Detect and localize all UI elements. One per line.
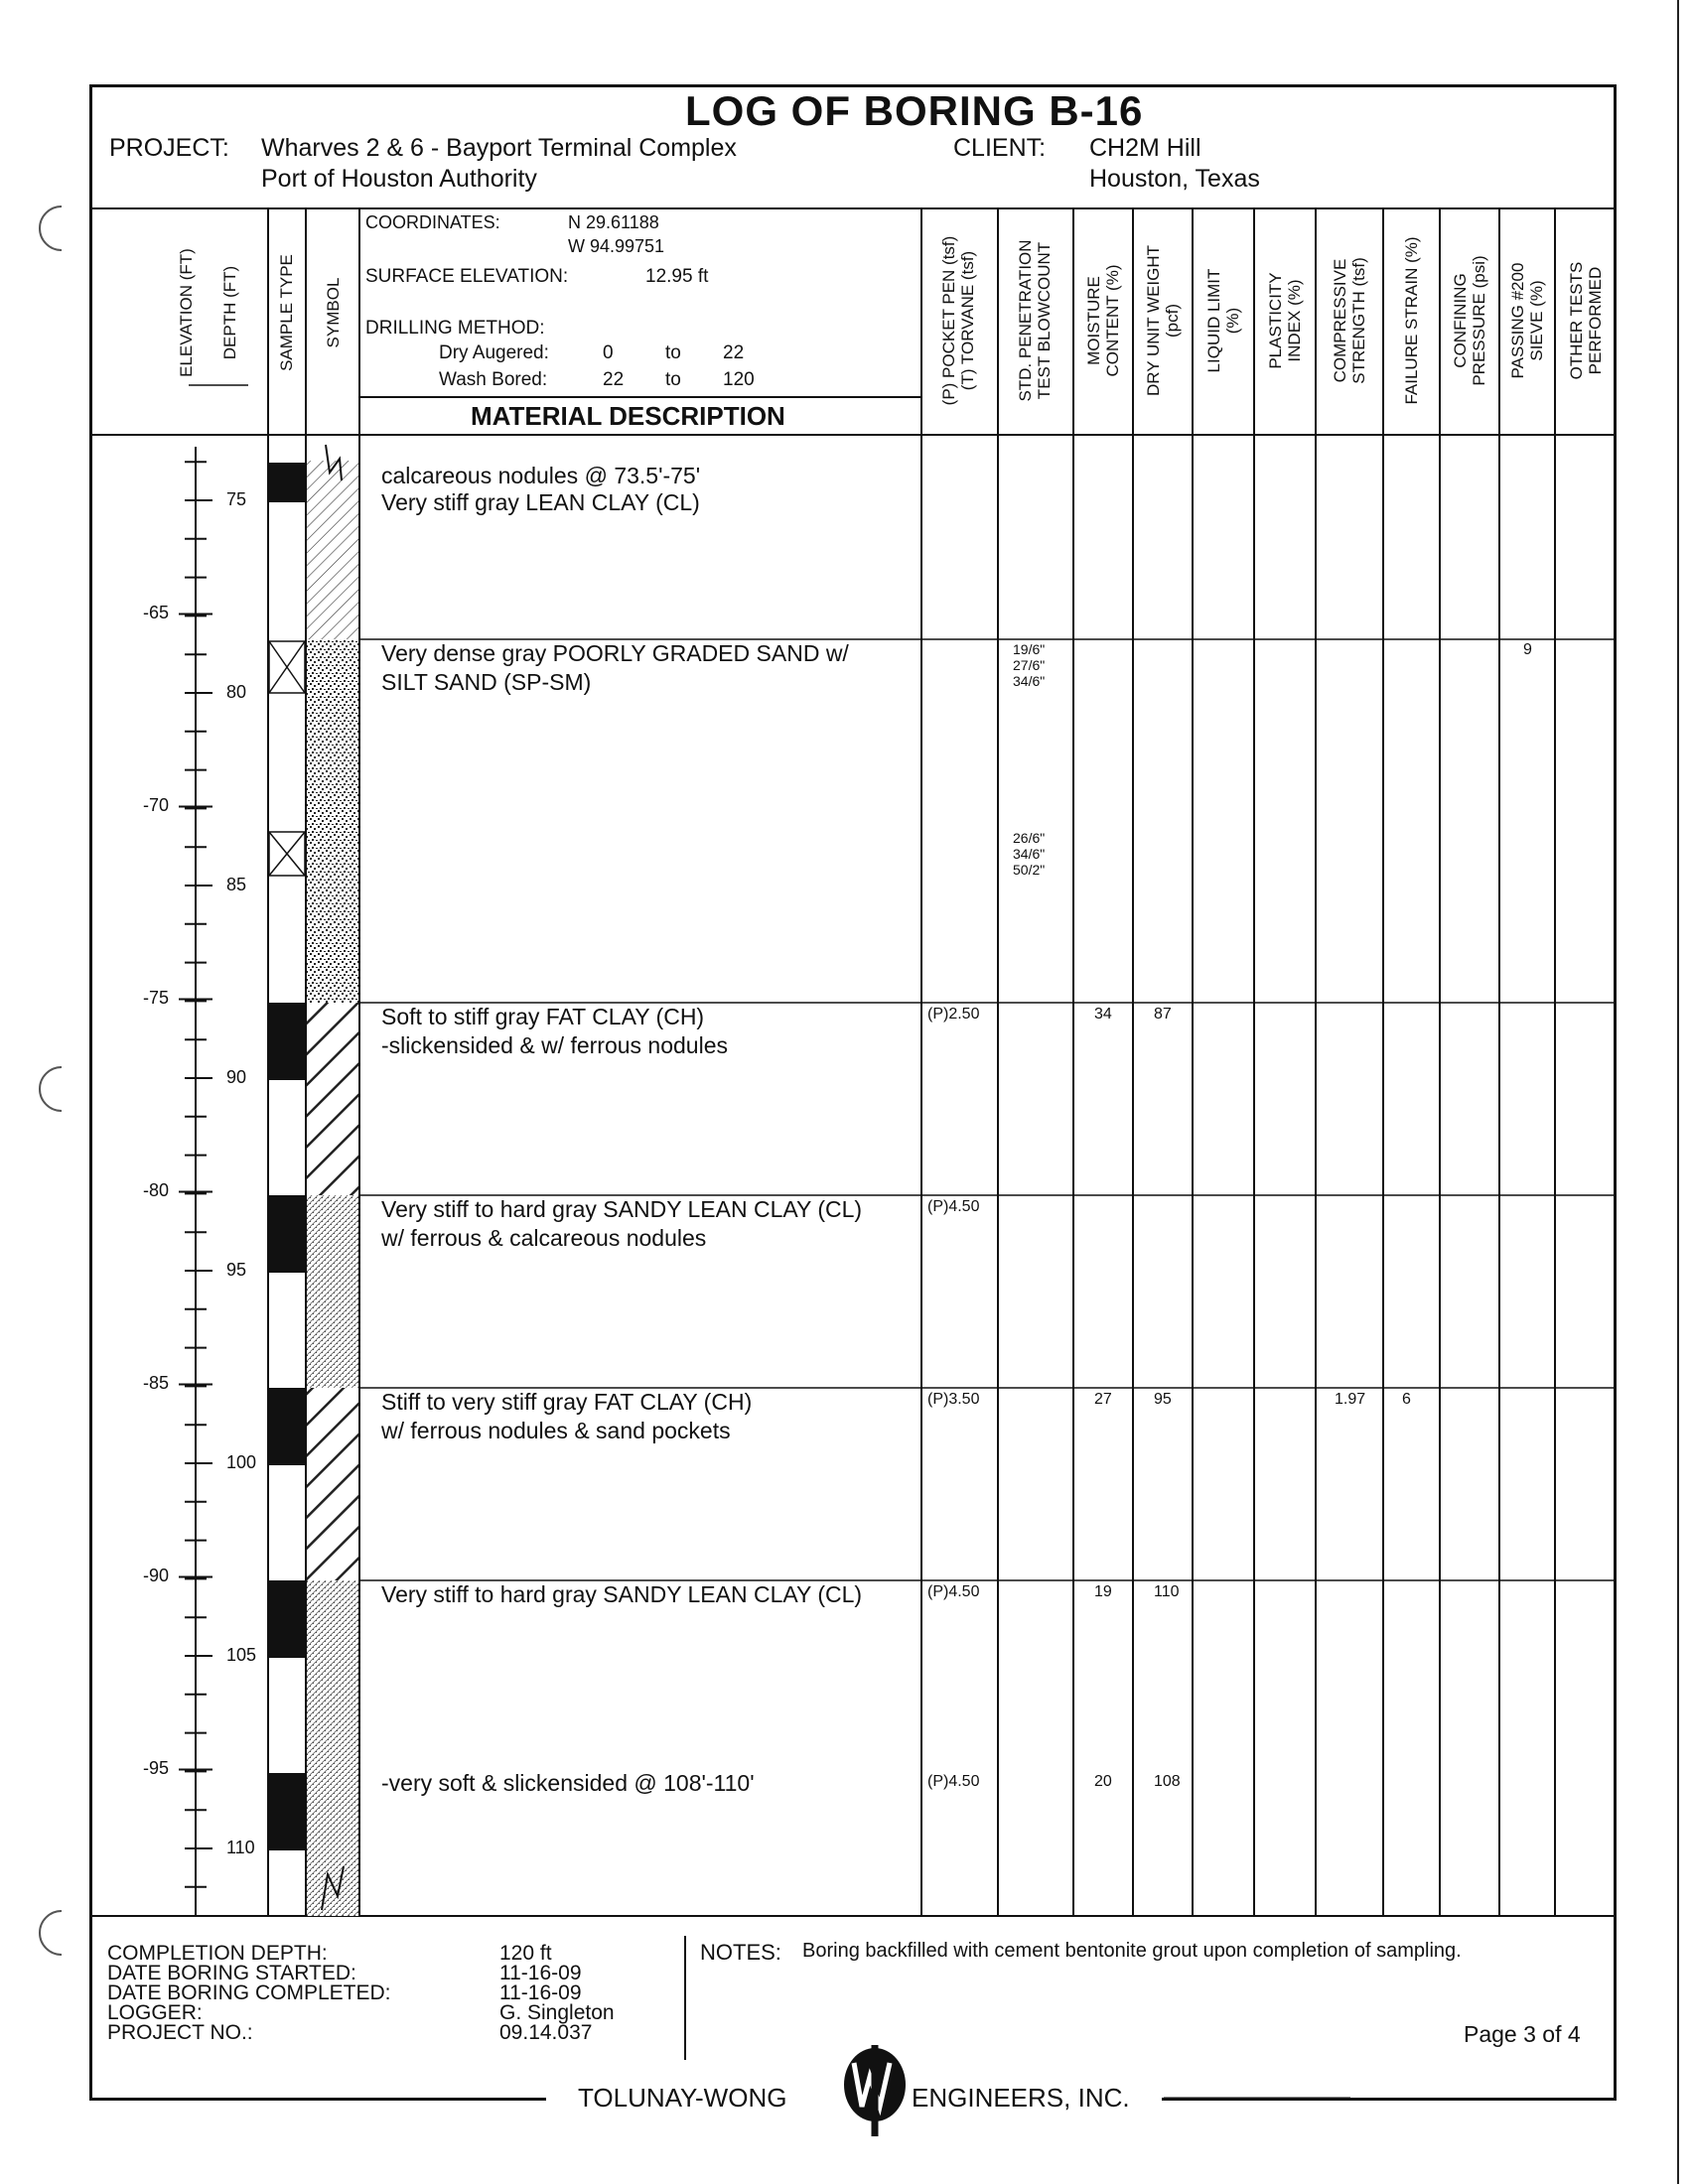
moisture-1: 34 — [1094, 1006, 1112, 1023]
surface-elevation-value: 12.95 ft — [645, 266, 709, 287]
layer-5-line-1: Stiff to very stiff gray FAT CLAY (CH) — [381, 1389, 753, 1415]
moisture-4: 19 — [1094, 1583, 1112, 1600]
layer-3-line-2: -slickensided & w/ ferrous nodules — [381, 1032, 728, 1058]
col-pocket-pen: (P) POCKET PEN (tsf) (T) TORVANE (tsf) — [939, 235, 977, 406]
layer-2-line-1: Very dense gray POORLY GRADED SAND w/ — [381, 640, 849, 666]
material-description-heading: MATERIAL DESCRIPTION — [471, 401, 785, 431]
dry-unit-weight-5: 108 — [1154, 1773, 1181, 1790]
col-plasticity: PLASTICITY INDEX (%) — [1266, 272, 1304, 369]
project-name: Wharves 2 & 6 - Bayport Terminal Complex — [261, 134, 737, 162]
surface-elevation-label: SURFACE ELEVATION: — [365, 266, 569, 287]
pocket-pen-3: (P)3.50 — [927, 1391, 980, 1408]
layer-4-line-2: w/ ferrous & calcareous nodules — [381, 1225, 707, 1251]
dry-augered-to-word: to — [665, 342, 681, 363]
moisture-3: 27 — [1094, 1391, 1112, 1408]
dry-augered-to: 22 — [723, 342, 745, 363]
pocket-pen-2: (P)4.50 — [927, 1198, 980, 1215]
elevation-label: -95 — [143, 1758, 170, 1779]
elevation-label: -80 — [143, 1180, 170, 1201]
depth-label: 90 — [226, 1067, 247, 1087]
client-label: CLIENT: — [953, 134, 1047, 162]
dry-unit-weight-1: 87 — [1154, 1006, 1172, 1023]
coordinates-label: COORDINATES: — [365, 212, 500, 232]
coordinate-north: N 29.61188 — [568, 212, 659, 232]
date-completed-value: 11-16-09 — [499, 1981, 582, 2004]
dry-unit-weight-4: 110 — [1154, 1583, 1180, 1600]
layer-5-line-2: w/ ferrous nodules & sand pockets — [381, 1418, 731, 1443]
layer-1-line-1: calcareous nodules @ 73.5'-75' — [381, 463, 701, 488]
company-name-right: ENGINEERS, INC. — [912, 2083, 1130, 2113]
pocket-pen-1: (P)2.50 — [927, 1006, 980, 1023]
layer-3-line-1: Soft to stiff gray FAT CLAY (CH) — [381, 1004, 705, 1029]
wash-bored-to: 120 — [723, 369, 755, 390]
spt-blowcount-b-1: 26/6" — [1013, 830, 1046, 846]
col-depth: DEPTH (FT) — [220, 265, 239, 360]
elevation-label: -65 — [143, 603, 170, 623]
project-label: PROJECT: — [109, 134, 229, 162]
layer-1-line-2: Very stiff gray LEAN CLAY (CL) — [381, 489, 700, 515]
moisture-5: 20 — [1094, 1773, 1112, 1790]
date-started-value: 11-16-09 — [499, 1962, 582, 1984]
client-location: Houston, Texas — [1089, 165, 1260, 193]
project-number-label: PROJECT NO.: — [107, 2021, 253, 2044]
date-completed-label: DATE BORING COMPLETED: — [107, 1981, 391, 2004]
company-logo — [844, 2045, 906, 2136]
col-other-tests: OTHER TESTS PERFORMED — [1567, 261, 1605, 380]
elevation-label: -70 — [143, 795, 170, 816]
depth-label: 80 — [226, 682, 247, 702]
col-elevation: ELEVATION (FT) — [177, 248, 196, 377]
wash-bored-to-word: to — [665, 369, 681, 390]
pocket-pen-4: (P)4.50 — [927, 1583, 980, 1600]
compressive-strength-3: 1.97 — [1335, 1391, 1366, 1408]
date-started-label: DATE BORING STARTED: — [107, 1962, 356, 1984]
col-compressive: COMPRESSIVE STRENGTH (tsf) — [1331, 257, 1368, 384]
completion-depth-label: COMPLETION DEPTH: — [107, 1942, 328, 1965]
drilling-method-label: DRILLING METHOD: — [365, 318, 545, 339]
col-liquid-limit: LIQUID LIMIT (%) — [1204, 268, 1242, 373]
layer-7-line-1: -very soft & slickensided @ 108'-110' — [381, 1770, 755, 1796]
logger-label: LOGGER: — [107, 2001, 203, 2024]
spt-blowcount-b-2: 34/6" — [1013, 846, 1046, 862]
pocket-pen-5: (P)4.50 — [927, 1773, 980, 1790]
layer-6-line-1: Very stiff to hard gray SANDY LEAN CLAY (CL) — [381, 1581, 863, 1607]
passing-200-a: 9 — [1523, 641, 1532, 658]
col-sample-type: SAMPLE TYPE — [277, 254, 296, 371]
depth-label: 95 — [226, 1260, 247, 1280]
elevation-label: -75 — [143, 988, 170, 1009]
col-failure-strain: FAILURE STRAIN (%) — [1402, 236, 1421, 405]
depth-label: 85 — [226, 875, 247, 894]
elevation-label: -90 — [143, 1566, 170, 1586]
col-dry-unit: DRY UNIT WEIGHT (pcf) — [1144, 244, 1182, 397]
col-confining: CONFINING PRESSURE (psi) — [1451, 255, 1488, 386]
spt-blowcount-b-3: 50/2" — [1013, 862, 1046, 878]
spt-blowcount-a-1: 19/6" — [1013, 641, 1046, 657]
spt-blowcount-a-2: 27/6" — [1013, 657, 1046, 673]
page-number: Page 3 of 4 — [1464, 2021, 1581, 2047]
wash-bored-label: Wash Bored: — [439, 369, 548, 390]
col-passing: PASSING #200 SIEVE (%) — [1508, 262, 1546, 379]
elevation-label: -85 — [143, 1373, 170, 1394]
coordinate-west: W 94.99751 — [568, 236, 665, 256]
logger-value: G. Singleton — [499, 2001, 615, 2024]
col-spt: STD. PENETRATION TEST BLOWCOUNT — [1016, 239, 1054, 402]
notes-label: NOTES: — [700, 1940, 781, 1965]
wash-bored-from: 22 — [603, 369, 625, 390]
notes-text: Boring backfilled with cement bentonite grout upon completion of sampling. — [802, 1940, 1462, 1962]
col-moisture: MOISTURE CONTENT (%) — [1084, 264, 1122, 377]
dry-unit-weight-3: 95 — [1154, 1391, 1172, 1408]
company-name-left: TOLUNAY-WONG — [578, 2083, 787, 2113]
col-symbol: SYMBOL — [324, 277, 343, 348]
layer-4-line-1: Very stiff to hard gray SANDY LEAN CLAY (CL) — [381, 1196, 863, 1222]
project-number-value: 09.14.037 — [499, 2021, 593, 2044]
depth-label: 75 — [226, 489, 247, 509]
project-owner: Port of Houston Authority — [261, 165, 537, 193]
dry-augered-from: 0 — [603, 342, 614, 363]
completion-depth-value: 120 ft — [499, 1942, 552, 1965]
page-title: LOG OF BORING B-16 — [685, 87, 1144, 134]
client-name: CH2M Hill — [1089, 134, 1201, 162]
failure-strain-3: 6 — [1402, 1391, 1411, 1408]
dry-augered-label: Dry Augered: — [439, 342, 549, 363]
depth-label: 105 — [226, 1645, 257, 1665]
depth-label: 110 — [226, 1838, 255, 1857]
depth-label: 100 — [226, 1452, 257, 1472]
layer-2-line-2: SILT SAND (SP-SM) — [381, 669, 592, 695]
spt-blowcount-a-3: 34/6" — [1013, 673, 1046, 689]
